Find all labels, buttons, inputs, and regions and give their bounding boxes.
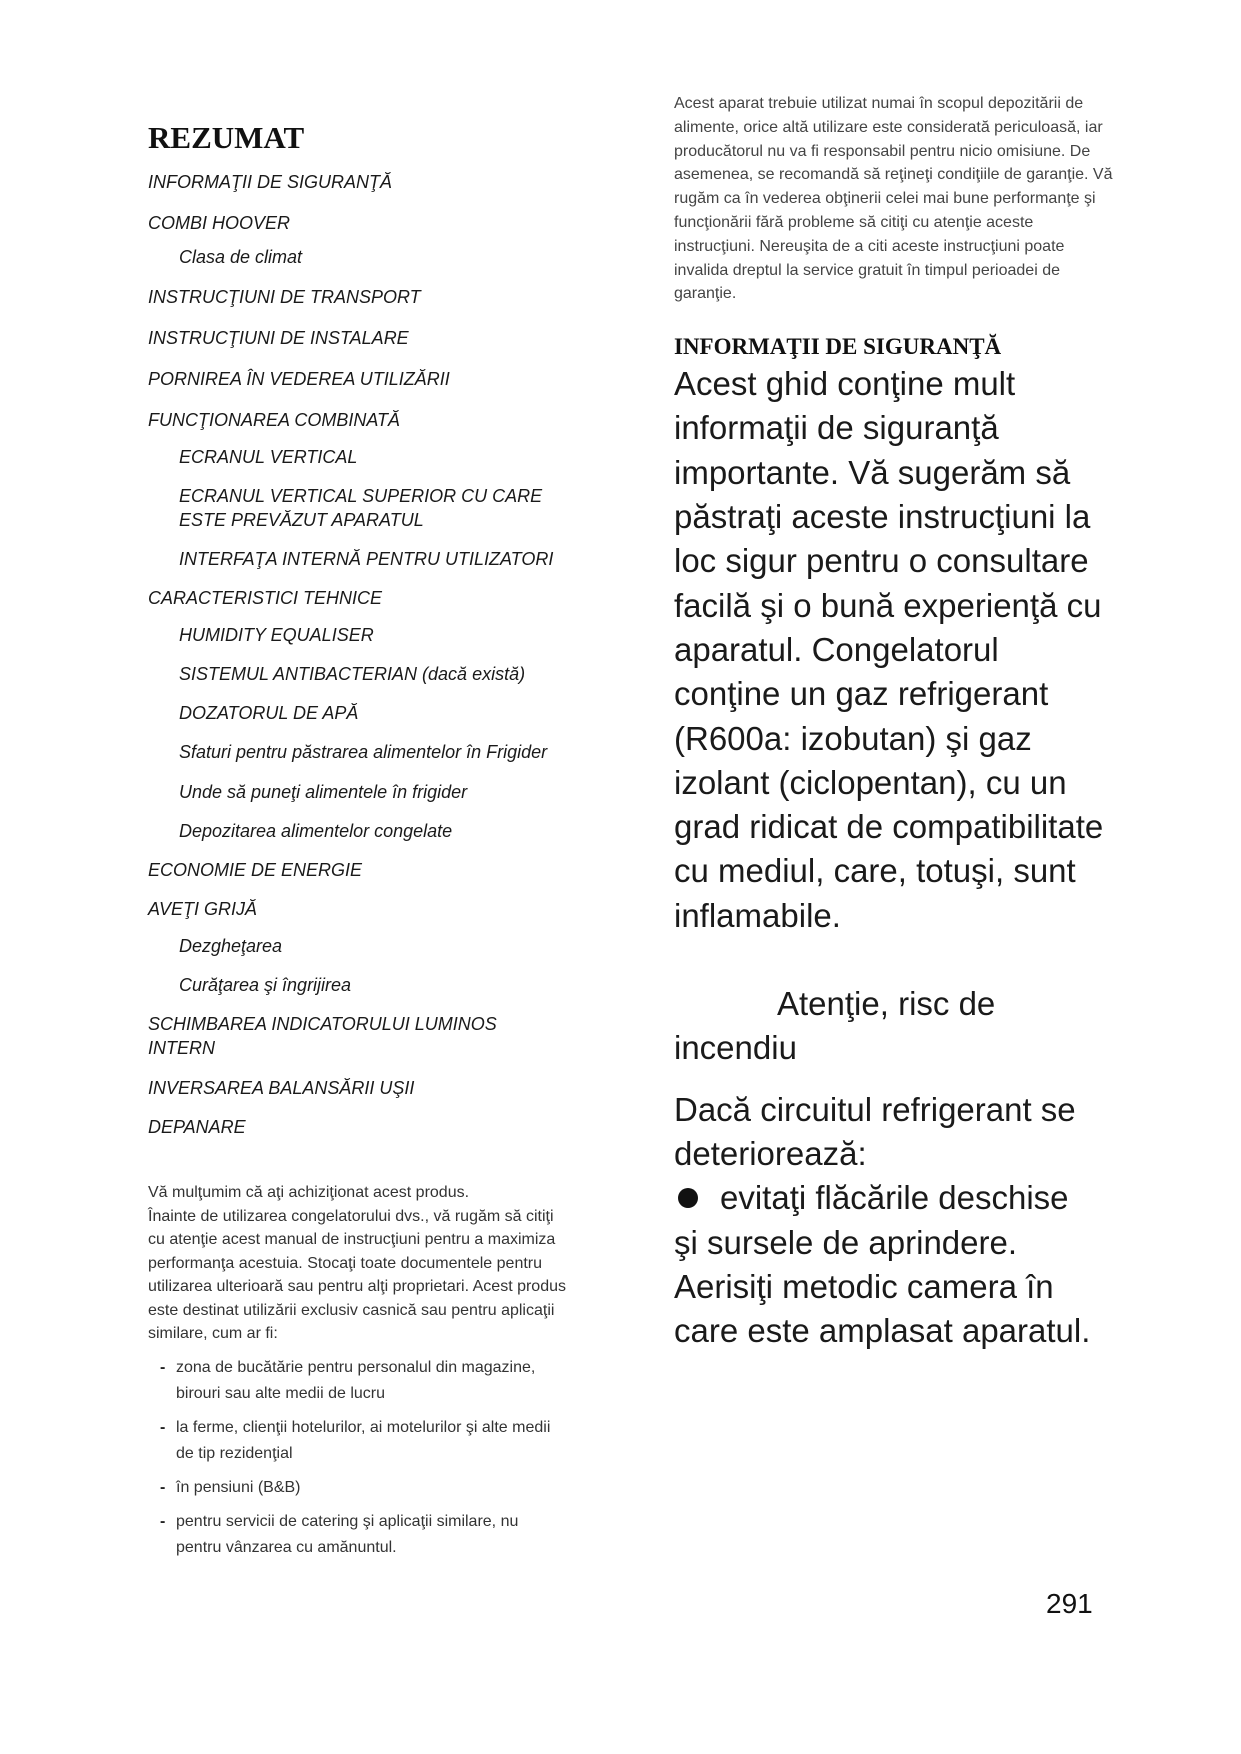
intro-section	[148, 1181, 568, 1561]
list-item: - pentru servicii de catering şi aplicaţii similare, nu pentru vânzarea cu amănuntul.	[160, 1512, 519, 1556]
toc-item: ECONOMIE DE ENERGIE	[148, 860, 363, 880]
toc-item: SCHIMBAREA INDICATORULUI LUMINOS INTERN	[148, 1014, 497, 1058]
after-bullet-text: şi sursele de aprindere. Aerisiţi metodic camera în care este amplasat aparatul.	[674, 1223, 1091, 1350]
safety-heading: INFORMAŢII DE SIGURANŢĂ	[674, 334, 1002, 360]
toc-item: PORNIREA ÎN VEDEREA UTILIZĂRII	[148, 369, 450, 389]
refrigerant-damage-text: Dacă circuitul refrigerant se deteriorează:	[674, 1090, 1076, 1172]
intro-thanks: Vă mulţumim că aţi achiziţionat acest produs.	[148, 1184, 470, 1201]
toc-item: ECRANUL VERTICAL	[179, 447, 358, 467]
toc-title: REZUMAT	[148, 120, 305, 155]
left-column	[148, 120, 568, 1569]
bullet-text: evitaţi flăcările deschise	[720, 1179, 1069, 1217]
intro-body: Înainte de utilizarea congelatorului dvs., vă rugăm să citiţi cu atenţie acest manual de instrucţiuni pentru a maximiza performanţa acestuia. Stocaţi toate documentele pentru utilizarea ulterioară sau pentru alţi proprietari. Acest produs este destinat utilizării exclusiv casnică sau pentru aplicaţii similare, cum ar fi:	[148, 1207, 566, 1342]
toc-item: DOZATORUL DE APĂ	[179, 703, 359, 723]
list-item: - la ferme, clienţii hotelurilor, ai motelurilor şi alte medii de tip rezidenţial	[160, 1418, 551, 1462]
toc-item: FUNCŢIONAREA COMBINATĂ	[148, 410, 401, 430]
fire-warning-line2: incendiu	[674, 1029, 797, 1067]
toc-item: Sfaturi pentru păstrarea alimentelor în Frigider	[179, 742, 548, 762]
toc-item: INVERSAREA BALANSĂRII UŞII	[148, 1078, 415, 1098]
toc-item: INSTRUCŢIUNI DE TRANSPORT	[148, 287, 421, 307]
refrigerant-damage-section	[674, 1088, 1114, 1354]
list-item: - în pensiuni (B&B)	[160, 1478, 301, 1496]
toc-item: CARACTERISTICI TEHNICE	[148, 588, 383, 608]
toc-item: HUMIDITY EQUALISER	[179, 625, 374, 645]
toc-item: ECRANUL VERTICAL SUPERIOR CU CARE ESTE PREVĂZUT APARATUL	[179, 486, 543, 530]
toc-item: INTERFAŢA INTERNĂ PENTRU UTILIZATORI	[179, 549, 554, 569]
toc-item: Curăţarea şi îngrijirea	[179, 975, 352, 995]
toc-item: INFORMAŢII DE SIGURANŢĂ	[148, 172, 393, 192]
page-number: 291	[1046, 1588, 1093, 1619]
bullet-icon	[678, 1188, 698, 1208]
bullet-item	[674, 1176, 1114, 1220]
safety-text: Acest ghid conţine mult informaţii de siguranţă importante. Vă sugerăm să păstraţi aceste instrucţiuni la loc sigur pentru o consultare facilă şi o bună experienţă cu aparatul. Congelatorul conţine un gaz refrigerant (R600a: izobutan) şi gaz izolant (ciclopentan), cu un grad ridicat de compatibilitate cu mediul, care, totuşi, sunt inflamabile.	[674, 365, 1104, 934]
toc-item: INSTRUCŢIUNI DE INSTALARE	[148, 328, 409, 348]
usage-intro: Acest aparat trebuie utilizat numai în scopul depozitării de alimente, orice altă utilizare este considerată periculoasă, iar producătorul nu va fi responsabil pentru nicio omisiune. De asemenea, se recomandă să reţineţi condiţiile de garanţie. Vă rugăm ca în vederea obţinerii celei mai bune performanţe şi funcţionării fără probleme să citiţi cu atenţie aceste instrucţiuni. Nereuşita de a citi aceste instrucţiuni poate invalida dreptul la service gratuit în timpul perioadei de garanţie.	[674, 95, 1113, 303]
table-of-contents	[148, 170, 568, 1139]
toc-item: Unde să puneţi alimentele în frigider	[179, 782, 468, 802]
fire-warning-line1: Atenţie, risc de	[777, 985, 996, 1023]
usage-list	[148, 1355, 568, 1561]
toc-item: Clasa de climat	[179, 247, 303, 267]
fire-warning	[674, 982, 1114, 1071]
toc-item: Depozitarea alimentelor congelate	[179, 821, 453, 841]
toc-item: DEPANARE	[148, 1117, 246, 1137]
toc-item: Dezgheţarea	[179, 936, 283, 956]
toc-item: AVEŢI GRIJĂ	[148, 899, 258, 919]
toc-item: COMBI HOOVER	[148, 213, 291, 233]
toc-item: SISTEMUL ANTIBACTERIAN (dacă există)	[179, 664, 526, 684]
list-item: - zona de bucătărie pentru personalul din magazine, birouri sau alte medii de lucru	[160, 1358, 536, 1402]
right-column	[674, 92, 1114, 1353]
